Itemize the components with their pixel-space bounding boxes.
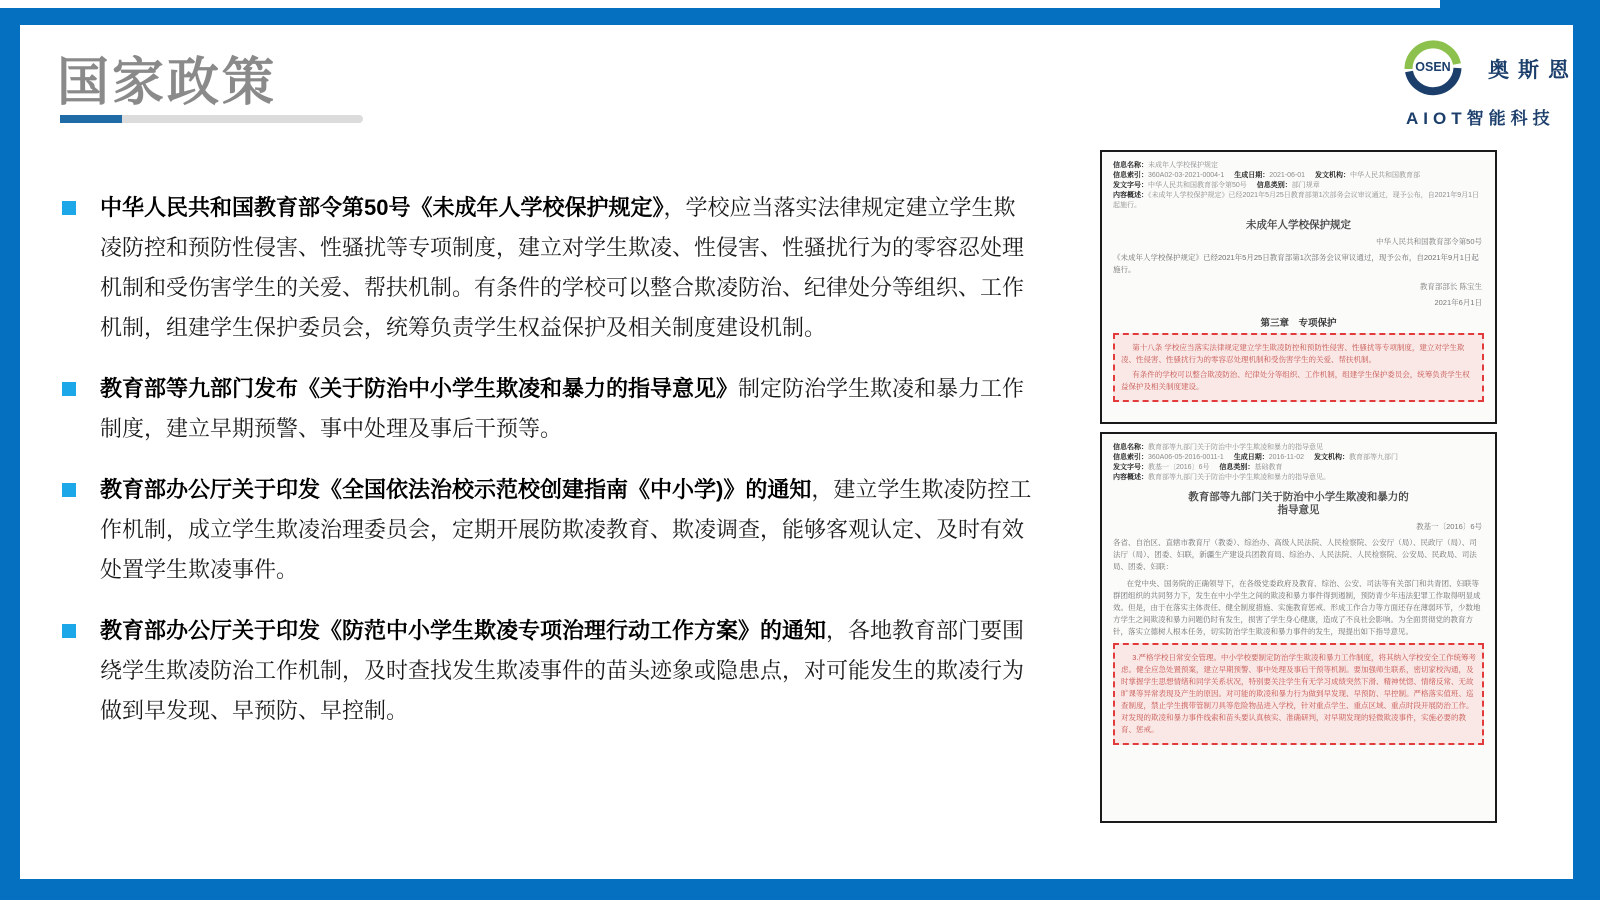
sign-date: 2021年6月1日: [1434, 298, 1482, 307]
bullet-square-icon: [62, 624, 76, 638]
list-item: [62, 188, 1034, 348]
company-logo: [1404, 38, 1578, 130]
highlighted-clause-box: [1113, 643, 1484, 745]
meta-label: 信息类别：: [1256, 182, 1292, 189]
meta-label: 发文字号：: [1113, 182, 1148, 189]
meta-value: 教基一〔2016〕6号: [1148, 464, 1210, 471]
document-signature: [1115, 281, 1482, 308]
document-paragraph: 《未成年人学校保护规定》已经2021年5月25日教育部第1次部务会议审议通过，现予公布，自2021年9月1日起施行。: [1113, 253, 1479, 274]
meta-value: 《未成年人学校保护规定》已经2021年5月25日教育部第1次部务会议审议通过，现予公布，自2021年9月1日起施行。: [1113, 192, 1480, 209]
document-number: 教基一〔2016〕6号: [1416, 522, 1482, 531]
document-paragraph: 各省、自治区、直辖市教育厅（教委）、综治办、高级人民法院、人民检察院、公安厅（局）、民政厅（局）、司法厅（局）、团委、妇联，新疆生产建设兵团教育局、综治办、人民法院、人民检察院、公安局、民政局、司法局、团委、妇联：: [1113, 538, 1477, 571]
page-title: 国家政策: [57, 54, 278, 112]
logo-company-name: 奥斯恩: [1488, 59, 1578, 82]
meta-label: 信息索引：: [1113, 454, 1148, 461]
meta-label: 信息名称：: [1113, 162, 1148, 169]
meta-label: 生成日期：: [1234, 172, 1270, 179]
logo-subtitle: AIOT智能科技: [1406, 109, 1555, 128]
meta-value: 基础教育: [1254, 464, 1283, 471]
meta-value: 部门规章: [1291, 182, 1320, 189]
chapter-heading: 第三章 专项保护: [1260, 318, 1337, 329]
document-title: 教育部等九部门关于防治中小学生欺凌和暴力的指导意见: [1188, 491, 1409, 516]
meta-label: 内容概述：: [1113, 192, 1148, 199]
document-meta: [1113, 161, 1484, 211]
meta-label: 发文机构：: [1313, 454, 1349, 461]
meta-value: 未成年人学校保护规定: [1148, 162, 1218, 169]
meta-label: 信息类别：: [1219, 464, 1255, 471]
meta-value: 中华人民共和国教育部: [1350, 172, 1421, 179]
highlight-paragraph: 第十八条 学校应当落实法律规定建立学生欺凌防控和预防性侵害、性骚扰等专项制度，建立对学生欺凌、性侵害、性骚扰行为的零容忍处理机制和受伤害学生的关爱、帮扶机制。: [1121, 343, 1465, 364]
bullet-bold-text: 教育部办公厅关于印发《全国依法治校示范校创建指南《中小学)》的通知: [100, 477, 812, 502]
list-item: [62, 470, 1034, 590]
meta-label: 信息名称：: [1113, 444, 1148, 451]
document-paragraph: 在党中央、国务院的正确领导下，在各级党委政府及教育、综治、公安、司法等有关部门和共青团、妇联等群团组织的共同努力下，发生在中小学生之间的欺凌和暴力事件得到遏制，预防青少年违法犯罪工作取得明显成效。但是，由于在落实主体责任、健全制度措施、实施教育惩戒、形成工作合力等方面还存在薄弱环节，少数地方学生之间欺凌和暴力问题仍时有发生，损害了学生身心健康，造成了不良社会影响。为全面贯彻党的教育方针，落实立德树人根本任务，切实防治学生欺凌和暴力事件的发生，现提出如下指导意见。: [1113, 579, 1481, 636]
document-meta: [1113, 443, 1484, 483]
document-title: 未成年人学校保护规定: [1246, 219, 1351, 231]
policy-bullet-list: [62, 188, 1034, 752]
list-item: [62, 369, 1034, 449]
bullet-body-text: ，学校应当落实法律规定建立学生欺凌防控和预防性侵害、性骚扰等专项制度，建立对学生欺凌、性侵害、性骚扰行为的零容忍处理机制和受伤害学生的关爱、帮扶机制。有条件的学校可以整合欺凌防治、纪律处分等组织、工作机制，组建学生保护委员会，统筹负责学生权益保护及相关制度建设机制。: [100, 195, 1025, 340]
bullet-square-icon: [62, 483, 76, 497]
bullet-body-text: ，各地教育部门要围绕学生欺凌防治工作机制，及时查找发生欺凌事件的苗头迹象或隐患点，对可能发生的欺凌行为做到早发现、早预防、早控制。: [100, 618, 1025, 723]
meta-value: 2021-06-01: [1269, 172, 1306, 179]
bullet-bold-text: 教育部办公厅关于印发《防范中小学生欺凌专项治理行动工作方案》的通知: [100, 618, 827, 643]
meta-label: 发文机构：: [1315, 172, 1351, 179]
highlight-paragraph: 有条件的学校可以整合欺凌防治、纪律处分等组织、工作机制，组建学生保护委员会，统筹负责学生权益保护及相关制度建设。: [1121, 370, 1470, 391]
logo-circle-text: OSEN: [1415, 60, 1451, 74]
list-item: [62, 611, 1034, 731]
meta-label: 信息索引：: [1113, 172, 1148, 179]
meta-label: 发文字号：: [1113, 464, 1148, 471]
title-underline: [60, 115, 363, 123]
bullet-body-text: 制定防治学生欺凌和暴力工作制度，建立早期预警、事中处理及事后干预等。: [100, 376, 1025, 441]
meta-value: 中华人民共和国教育部令第50号: [1148, 182, 1247, 189]
osen-ring-icon: [1404, 38, 1462, 96]
frame-top-bar: [0, 8, 1600, 25]
highlighted-clause-box: [1113, 333, 1484, 402]
bullet-square-icon: [62, 201, 76, 215]
signer-name: 教育部部长 陈宝生: [1419, 282, 1482, 291]
meta-value: 教育部等九部门: [1348, 454, 1398, 461]
document-thumbnail-school-protection: [1100, 150, 1497, 424]
meta-value: 2016-11-02: [1268, 454, 1305, 461]
meta-value: 教育部等九部门关于防治中小学生欺凌和暴力的指导意见。: [1148, 474, 1330, 481]
highlight-paragraph: 3.严格学校日常安全管理。中小学校要制定防治学生欺凌和暴力工作制度，将其纳入学校安全工作统筹考虑。健全应急处置预案，建立早期预警、事中处理及事后干预等机制。要加强师生联系，密切家校沟通，及时掌握学生思想情绪和同学关系状况，特别要关注学生有无学习成绩突然下滑、精神恍惚、情绪反常、无故旷课等异常表现及产生的原因。对可能的欺凌和暴力行为做到早发现、早预防、早控制。严格落实值班、巡查制度，禁止学生携带管制刀具等危险物品进入学校，针对重点学生、重点区域、重点时段开展防治工作。对发现的欺凌和暴力事件线索和苗头要认真核实、准确研判，对早期发现的轻微欺凌事件，实施必要的教育、惩戒。: [1121, 653, 1477, 734]
frame-left-bar: [0, 8, 20, 900]
meta-label: 内容概述：: [1113, 474, 1148, 481]
meta-label: 生成日期：: [1233, 454, 1269, 461]
meta-value: 360A02-03-2021-0004-1: [1148, 172, 1225, 179]
bullet-bold-text: 教育部等九部门发布《关于防治中小学生欺凌和暴力的指导意见》: [100, 376, 739, 401]
frame-bottom-bar: [0, 879, 1600, 900]
document-number: 中华人民共和国教育部令第50号: [1376, 237, 1482, 246]
bullet-square-icon: [62, 382, 76, 396]
title-underline-accent: [60, 115, 122, 123]
frame-right-bar: [1573, 0, 1600, 900]
meta-value: 教育部等九部门关于防治中小学生欺凌和暴力的指导意见: [1148, 444, 1323, 451]
bullet-bold-text: 中华人民共和国教育部令第50号《未成年人学校保护规定》: [100, 195, 664, 220]
document-thumbnail-guidance-opinion: [1100, 432, 1497, 823]
bullet-body-text: ，建立学生欺凌防控工作机制，成立学生欺凌治理委员会，定期开展防欺凌教育、欺凌调查，能够客观认定、及时有效处置学生欺凌事件。: [100, 477, 1032, 582]
meta-value: 360A06-05-2016-0011-1: [1148, 454, 1224, 461]
